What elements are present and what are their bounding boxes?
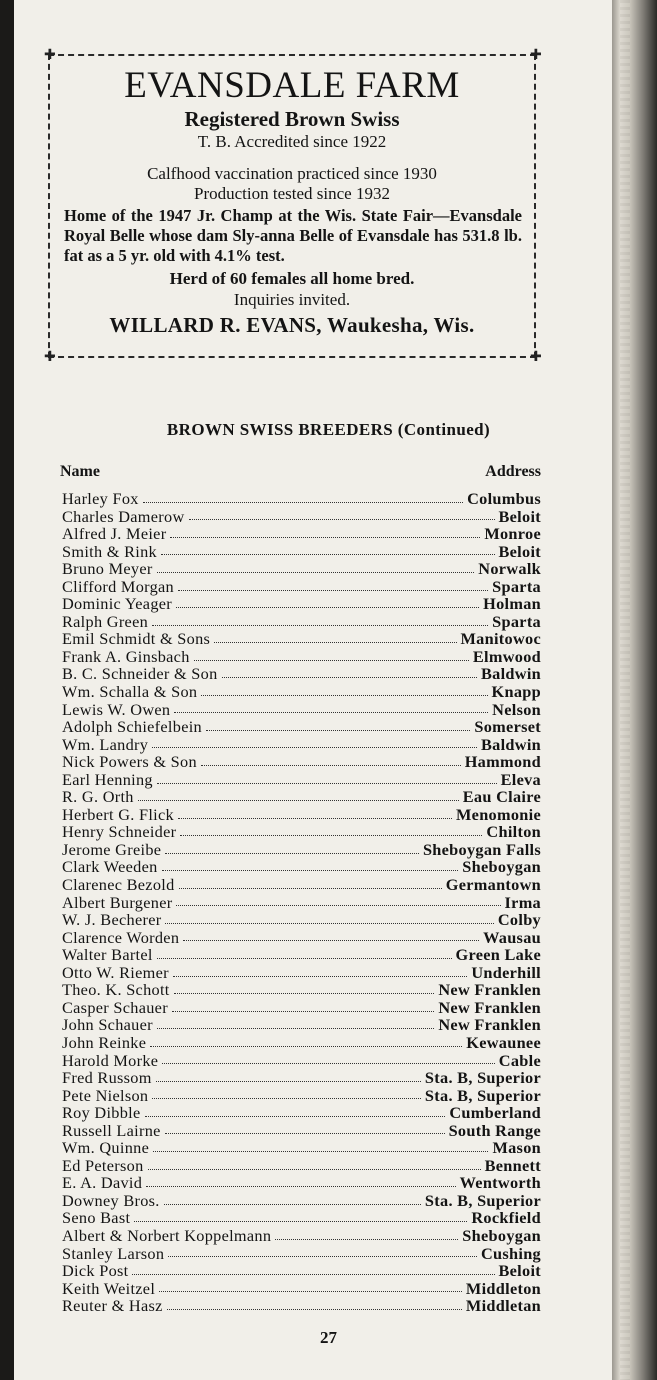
list-item <box>62 964 541 982</box>
farm-vaccination: Calfhood vaccination practiced since 1930 <box>147 164 437 183</box>
leader-dots <box>165 852 419 854</box>
breeder-name: Wm. Landry <box>62 734 149 754</box>
breeder-address: South Range <box>448 1120 541 1140</box>
breeder-name: Smith & Rink <box>62 541 157 561</box>
list-item <box>62 1192 541 1210</box>
breeder-name: Ralph Green <box>62 611 149 631</box>
farm-herd: Herd of 60 females all home bred. <box>169 269 415 288</box>
breeder-name: Roy Dibble <box>62 1103 141 1123</box>
breeder-name: R. G. Orth <box>62 787 134 807</box>
breeder-address: Monroe <box>484 524 541 544</box>
book-edge-texture <box>620 0 630 1380</box>
farm-production: Production tested since 1932 <box>194 184 390 203</box>
breeder-address: Sheboygan <box>462 1225 541 1245</box>
list-item <box>62 560 541 578</box>
corner-ornament-icon: ✚ <box>530 47 542 63</box>
leader-dots <box>162 1062 495 1064</box>
leader-dots <box>157 782 497 784</box>
leader-dots <box>157 571 475 573</box>
breeder-address: Middletan <box>465 1296 541 1316</box>
leader-dots <box>159 1290 462 1292</box>
leader-dots <box>176 606 479 608</box>
breeder-address: New Franklen <box>438 1015 541 1035</box>
breeder-name: Walter Bartel <box>62 945 153 965</box>
breeder-address: Chilton <box>486 822 541 842</box>
breeder-address: Sheboygan Falls <box>422 839 541 859</box>
column-headers <box>60 463 541 485</box>
breeder-name: Lewis W. Owen <box>62 699 171 719</box>
breeder-name: John Schauer <box>62 1015 153 1035</box>
breeder-address: Germantown <box>445 875 541 895</box>
farm-breed: Registered Brown Swiss <box>184 107 400 131</box>
leader-dots <box>157 957 452 959</box>
breeder-address: Rockfield <box>471 1208 541 1228</box>
farm-advertisement <box>44 47 542 365</box>
breeder-address: Menomonie <box>456 804 541 824</box>
leader-dots <box>161 553 495 555</box>
leader-dots <box>148 1168 481 1170</box>
breeder-name: B. C. Schneider & Son <box>62 664 218 684</box>
leader-dots <box>172 1010 434 1012</box>
farm-owner: WILLARD R. EVANS, Waukesha, Wis. <box>109 313 475 337</box>
breeder-address: Knapp <box>491 682 541 702</box>
leader-dots <box>174 992 435 994</box>
list-item <box>62 841 541 859</box>
list-item <box>62 1262 541 1280</box>
breeder-address: Baldwin <box>480 734 541 754</box>
breeder-address: Cumberland <box>449 1103 541 1123</box>
leader-dots <box>165 1132 445 1134</box>
ad-content <box>62 66 522 340</box>
leader-dots <box>164 1203 421 1205</box>
breeder-address: Wausau <box>483 927 541 947</box>
breeder-address: Colby <box>497 910 541 930</box>
list-item <box>62 718 541 736</box>
breeder-name: Ed Peterson <box>62 1155 144 1175</box>
list-item <box>62 1034 541 1052</box>
breeder-name: Clifford Morgan <box>62 576 174 596</box>
leader-dots <box>275 1238 458 1240</box>
list-item <box>62 946 541 964</box>
list-item <box>62 543 541 561</box>
leader-dots <box>152 1097 421 1099</box>
breeder-name: Seno Bast <box>62 1208 131 1228</box>
list-item <box>62 595 541 613</box>
list-item <box>62 613 541 631</box>
breeder-address: Baldwin <box>480 664 541 684</box>
list-item <box>62 630 541 648</box>
leader-dots <box>132 1273 494 1275</box>
breeder-address: Bennett <box>484 1155 541 1175</box>
list-item <box>62 1087 541 1105</box>
leader-dots <box>162 869 459 871</box>
breeder-address: Elmwood <box>472 646 541 666</box>
breeder-address: Manitowoc <box>460 629 541 649</box>
breeder-name: Earl Henning <box>62 769 153 789</box>
breeder-address: Green Lake <box>455 945 541 965</box>
breeder-list <box>62 490 541 1315</box>
list-item <box>62 771 541 789</box>
leader-dots <box>206 729 470 731</box>
breeder-address: New Franklen <box>438 997 541 1017</box>
breeder-address: Beloit <box>498 506 541 526</box>
breeder-address: Columbus <box>467 489 541 508</box>
breeder-name: Albert Burgener <box>62 892 173 912</box>
breeder-name: Pete Nielson <box>62 1085 149 1105</box>
breeder-address: Hammond <box>464 752 541 772</box>
breeder-address: Norwalk <box>478 559 541 579</box>
leader-dots <box>173 975 467 977</box>
breeder-address: Eau Claire <box>462 787 541 807</box>
breeder-address: Holman <box>483 594 541 614</box>
breeder-address: New Franklen <box>438 980 541 1000</box>
breeder-name: Downey Bros. <box>62 1190 160 1210</box>
list-item <box>62 1245 541 1263</box>
breeder-address: Cable <box>498 1050 541 1070</box>
leader-dots <box>180 834 482 836</box>
breeder-name: John Reinke <box>62 1032 147 1052</box>
breeder-name: Herbert G. Flick <box>62 804 174 824</box>
corner-ornament-icon: ✚ <box>44 47 56 63</box>
list-item <box>62 701 541 719</box>
list-item <box>62 753 541 771</box>
list-item <box>62 736 541 754</box>
breeder-name: Theo. K. Schott <box>62 980 170 1000</box>
breeder-name: Frank A. Ginsbach <box>62 646 190 666</box>
leader-dots <box>189 518 495 520</box>
breeder-name: Albert & Norbert Koppelmann <box>62 1225 272 1245</box>
breeder-address: Sta. B, Superior <box>424 1190 541 1210</box>
breeder-name: Adolph Schiefelbein <box>62 717 202 737</box>
leader-dots <box>201 764 461 766</box>
leader-dots <box>152 624 488 626</box>
leader-dots <box>179 887 442 889</box>
book-edge <box>612 0 657 1380</box>
breeder-name: Fred Russom <box>62 1068 152 1088</box>
leader-dots <box>168 1255 477 1257</box>
breeder-name: Henry Schneider <box>62 822 177 842</box>
leader-dots <box>194 659 469 661</box>
breeder-name: Harley Fox <box>62 489 139 508</box>
leader-dots <box>146 1185 455 1187</box>
leader-dots <box>170 536 480 538</box>
breeder-address: Underhill <box>471 962 541 982</box>
breeder-name: Stanley Larson <box>62 1243 165 1263</box>
breeder-name: Clark Weeden <box>62 857 158 877</box>
list-item <box>62 1297 541 1315</box>
breeder-address: Sparta <box>492 611 541 631</box>
breeder-address: Sta. B, Superior <box>424 1068 541 1088</box>
list-item <box>62 911 541 929</box>
corner-ornament-icon: ✚ <box>530 349 542 365</box>
farm-champion: Home of the 1947 Jr. Champ at the Wis. State Fair—Evansdale Royal Belle whose dam Sly-anna Belle of Evansdale has 531.8 lb. fat as a 5 yr. old with 4.1% test. <box>64 206 522 265</box>
list-item <box>62 788 541 806</box>
list-item <box>62 665 541 683</box>
leader-dots <box>176 904 500 906</box>
breeder-name: E. A. David <box>62 1173 143 1193</box>
breeder-address: Kewaunee <box>466 1032 541 1052</box>
breeder-address: Irma <box>504 892 541 912</box>
breeder-address: Beloit <box>498 541 541 561</box>
section-title: BROWN SWISS BREEDERS (Continued) <box>166 420 491 439</box>
list-item <box>62 806 541 824</box>
page-number: 27 <box>320 1328 337 1347</box>
breeder-address: Middleton <box>465 1278 541 1298</box>
breeder-name: Casper Schauer <box>62 997 168 1017</box>
breeder-name: Keith Weitzel <box>62 1278 156 1298</box>
breeder-address: Mason <box>492 1138 541 1158</box>
leader-dots <box>167 1308 462 1310</box>
leader-dots <box>143 501 463 503</box>
list-item <box>62 1174 541 1192</box>
column-header-address: Address <box>485 463 541 480</box>
list-item <box>62 1209 541 1227</box>
list-item <box>62 981 541 999</box>
list-item <box>62 1157 541 1175</box>
breeder-name: Harold Morke <box>62 1050 159 1070</box>
list-item <box>62 1139 541 1157</box>
farm-name: EVANSDALE FARM <box>124 65 460 106</box>
breeder-name: Otto W. Riemer <box>62 962 169 982</box>
list-item <box>62 1280 541 1298</box>
leader-dots <box>134 1220 467 1222</box>
leader-dots <box>138 799 459 801</box>
breeder-name: W. J. Becherer <box>62 910 162 930</box>
leader-dots <box>165 922 493 924</box>
breeder-name: Dominic Yeager <box>62 594 173 614</box>
breeder-name: Alfred J. Meier <box>62 524 167 544</box>
breeder-name: Russell Lairne <box>62 1120 161 1140</box>
list-item <box>62 1227 541 1245</box>
list-item <box>62 894 541 912</box>
leader-dots <box>214 641 456 643</box>
column-header-name: Name <box>60 463 100 480</box>
breeder-address: Wentworth <box>459 1173 541 1193</box>
list-item <box>62 1069 541 1087</box>
breeder-name: Wm. Quinne <box>62 1138 150 1158</box>
farm-inquiries: Inquiries invited. <box>233 290 351 309</box>
breeder-name: Charles Damerow <box>62 506 185 526</box>
breeder-name: Jerome Greibe <box>62 839 162 859</box>
list-item <box>62 823 541 841</box>
leader-dots <box>174 711 488 713</box>
leader-dots <box>178 817 452 819</box>
breeder-name: Dick Post <box>62 1261 129 1281</box>
list-item <box>62 929 541 947</box>
farm-accredited: T. B. Accredited since 1922 <box>197 132 387 151</box>
breeder-address: Cushing <box>480 1243 541 1263</box>
breeder-name: Reuter & Hasz <box>62 1296 163 1316</box>
list-item <box>62 578 541 596</box>
breeder-name: Clarence Worden <box>62 927 180 947</box>
list-item <box>62 648 541 666</box>
breeder-address: Somerset <box>474 717 541 737</box>
list-item <box>62 1016 541 1034</box>
list-item <box>62 858 541 876</box>
list-item <box>62 508 541 526</box>
leader-dots <box>145 1115 446 1117</box>
leader-dots <box>156 1080 421 1082</box>
list-item <box>62 1122 541 1140</box>
breeder-address: Sparta <box>492 576 541 596</box>
list-item <box>62 490 541 508</box>
list-item <box>62 525 541 543</box>
breeder-address: Eleva <box>500 769 541 789</box>
leader-dots <box>152 746 477 748</box>
list-item <box>62 999 541 1017</box>
leader-dots <box>178 589 488 591</box>
list-item <box>62 876 541 894</box>
leader-dots <box>153 1150 488 1152</box>
breeder-address: Beloit <box>498 1261 541 1281</box>
breeder-name: Emil Schmidt & Sons <box>62 629 211 649</box>
corner-ornament-icon: ✚ <box>44 349 56 365</box>
breeder-name: Bruno Meyer <box>62 559 153 579</box>
breeder-name: Clarenec Bezold <box>62 875 175 895</box>
leader-dots <box>201 694 487 696</box>
breeder-address: Sheboygan <box>462 857 541 877</box>
leader-dots <box>157 1027 434 1029</box>
leader-dots <box>183 939 479 941</box>
breeder-name: Wm. Schalla & Son <box>62 682 198 702</box>
list-item <box>62 683 541 701</box>
leader-dots <box>150 1045 462 1047</box>
leader-dots <box>222 676 477 678</box>
list-item <box>62 1052 541 1070</box>
list-item <box>62 1104 541 1122</box>
breeder-address: Nelson <box>492 699 541 719</box>
breeder-address: Sta. B, Superior <box>424 1085 541 1105</box>
breeder-name: Nick Powers & Son <box>62 752 197 772</box>
